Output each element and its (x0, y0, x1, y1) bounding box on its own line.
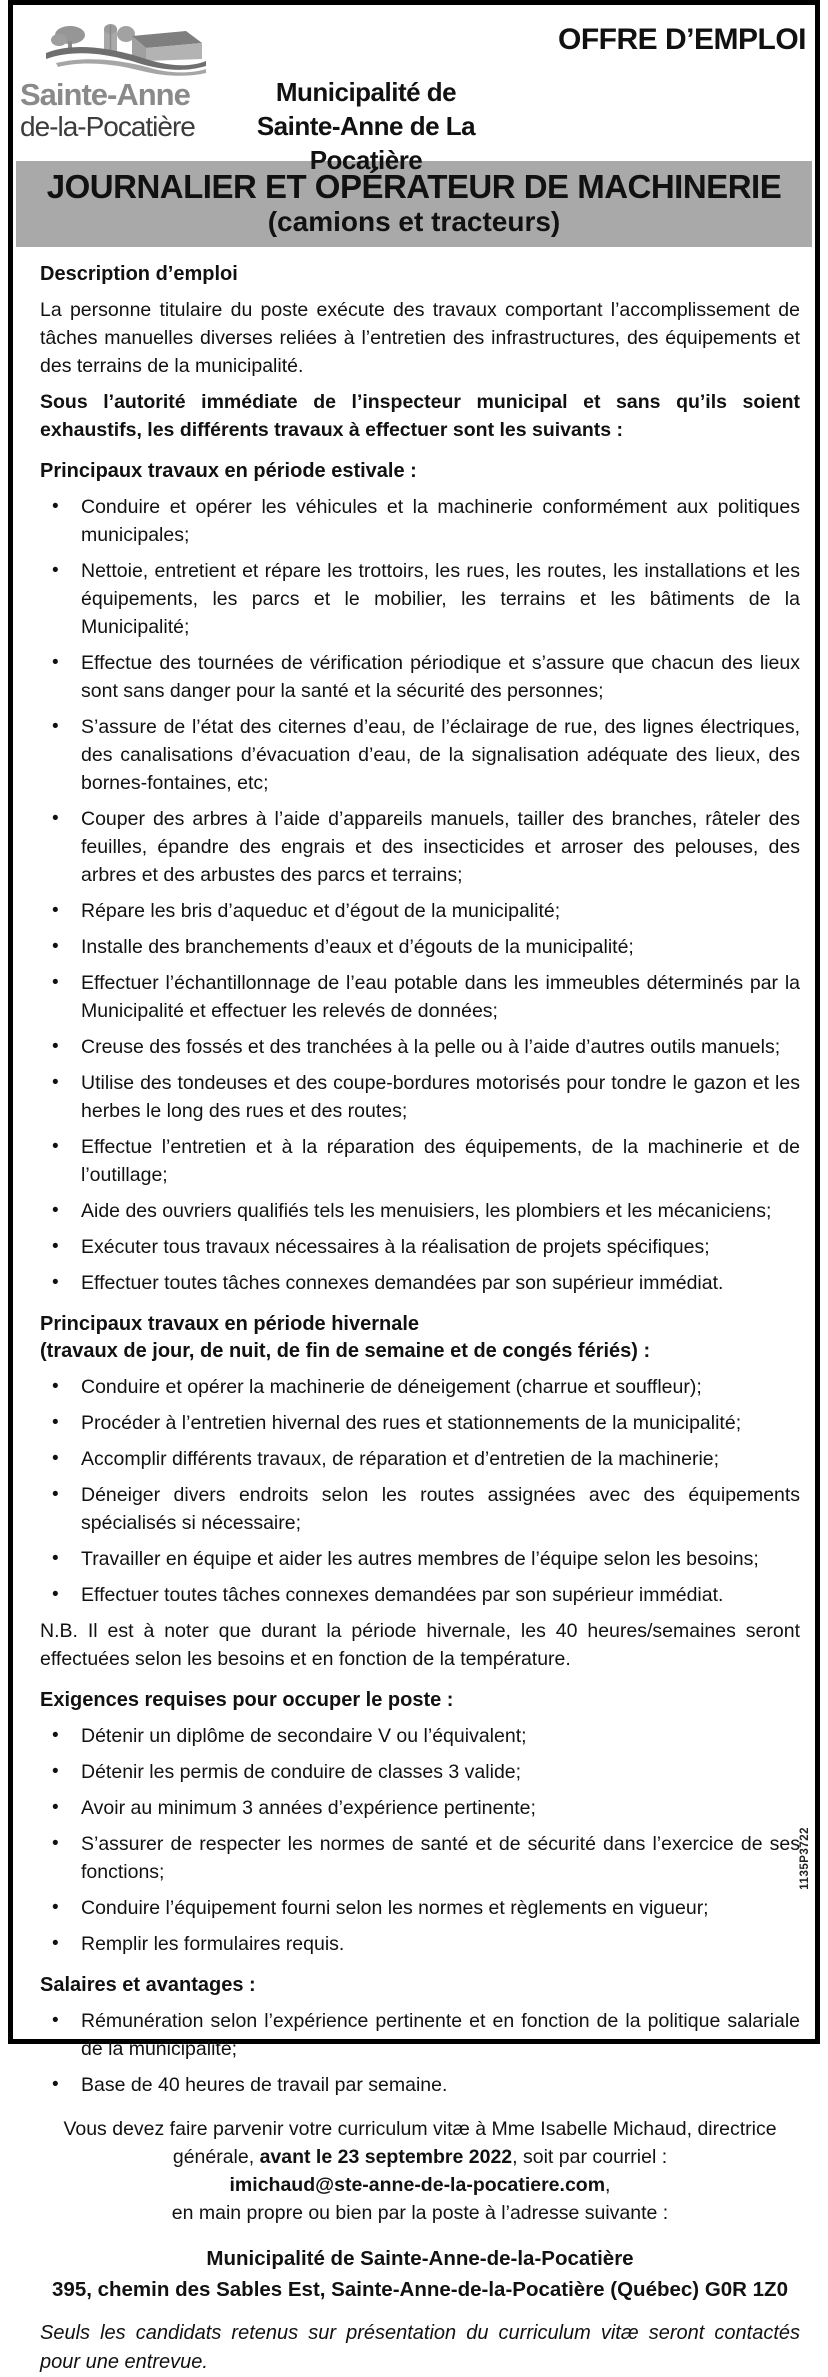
list-item: • Procéder à l’entretien hivernal des rues et stationnements de la municipalité; (40, 1409, 800, 1437)
list-item: • Avoir au minimum 3 années d’expérience pertinente; (40, 1794, 800, 1822)
org-title-line2: Sainte-Anne de La Pocatière (256, 111, 476, 175)
job-title: JOURNALIER ET OPÉRATEUR DE MACHINERIE (46, 168, 782, 205)
list-item: • Effectue des tournées de vérification périodique et s’assure que chacun des lieux sont sans danger pour la santé et la sécurité des personnes; (40, 649, 800, 705)
address-line2: 395, chemin des Sables Est, Sainte-Anne-de-la-Pocatière (Québec) G0R 1Z0 (52, 2278, 788, 2301)
salary-heading: Salaires et avantages : (40, 1974, 256, 1996)
list-item: • Effectuer toutes tâches connexes demandées par son supérieur immédiat. (40, 1269, 800, 1297)
list-item: • S’assurer de respecter les normes de santé et de sécurité dans l’exercice de ses fonctions; (40, 1830, 800, 1886)
closing-text: , (605, 2174, 611, 2196)
winter-tasks-heading (40, 1311, 800, 1365)
winter-tasks-heading-line1: Principaux travaux en période hivernale (40, 1313, 420, 1335)
list-item: • Rémunération selon l’expérience pertinente et en fonction de la politique salariale de la municipalité; (40, 2007, 800, 2063)
mailing-address (40, 2243, 800, 2305)
email-text: imichaud@ste-anne-de-la-pocatiere.com (229, 2174, 606, 2196)
salary-list (40, 2007, 800, 2099)
list-item: • Utilise des tondeuses et des coupe-bordures motorisés pour tondre le gazon et les herbes le long des rues et des routes; (40, 1069, 800, 1125)
list-item: • Couper des arbres à l’aide d’appareils manuels, tailler des branches, râteler des feuilles, épandre des engrais et des insecticides et arroser des pelouses, des arbres et des arbustes des parcs et terrains; (40, 805, 800, 889)
winter-tasks-heading-line2: (travaux de jour, de nuit, de fin de semaine et de congés fériés) : (40, 1340, 651, 1362)
list-item: • Effectuer l’échantillonnage de l’eau potable dans les immeubles déterminés par la Municipalité et effectuer les relevés de données; (40, 969, 800, 1025)
list-item: • Installe des branchements d’eaux et d’égouts de la municipalité; (40, 933, 800, 961)
closing-text: en main propre ou bien par la poste à l’adresse suivante : (171, 2202, 669, 2224)
municipality-logo (20, 19, 220, 141)
application-instructions (40, 2115, 800, 2227)
job-subtitle: (camions et tracteurs) (267, 206, 561, 237)
requirements-list (40, 1722, 800, 1958)
ad-border-frame (8, 0, 820, 2373)
list-item: • Accomplir différents travaux, de réparation et d’entretien de la machinerie; (40, 1445, 800, 1473)
summer-tasks-heading: Principaux travaux en période estivale : (40, 460, 417, 482)
logo-text-line2: de-la-Pocatière (20, 111, 195, 142)
org-title (206, 75, 526, 177)
org-title-line1: Municipalité de (275, 77, 457, 107)
list-item: • Creuse des fossés et des tranchées à la pelle ou à l’aide d’autres outils manuels; (40, 1033, 800, 1061)
list-item: • Nettoie, entretient et répare les trottoirs, les rues, les routes, les installations et les équipements, les parcs et le mobilier, les terrains et les bâtiments de la Municipalité; (40, 557, 800, 641)
closing-text: , soit par courriel : (512, 2146, 668, 2168)
list-item: • S’assure de l’état des citernes d’eau, de l’éclairage de rue, des lignes électriques, des canalisations d’évacuation d’eau, de la signalisation adéquate des lieux, des bornes-fontaines, etc; (40, 713, 800, 797)
list-item: • Base de 40 heures de travail par semaine. (40, 2071, 800, 2099)
logo-text-line1: Sainte-Anne (20, 77, 190, 112)
farm-scene-icon (46, 19, 206, 77)
list-item: • Conduire l’équipement fourni selon les normes et règlements en vigueur; (40, 1894, 800, 1922)
winter-tasks-list (40, 1373, 800, 1609)
offer-demploi-label: OFFRE D’EMPLOI (558, 23, 806, 56)
ad-body (40, 261, 800, 2377)
list-item: • Détenir les permis de conduire de classes 3 valide; (40, 1758, 800, 1786)
list-item: • Remplir les formulaires requis. (40, 1930, 800, 1958)
list-item: • Conduire et opérer la machinerie de déneigement (charrue et souffleur); (40, 1373, 800, 1401)
list-item: • Exécuter tous travaux nécessaires à la réalisation de projets spécifiques; (40, 1233, 800, 1261)
authority-paragraph: Sous l’autorité immédiate de l’inspecteur municipal et sans qu’ils soient exhaustifs, les différents travaux à effectuer sont les suivants : (40, 391, 800, 441)
description-heading: Description d’emploi (40, 263, 238, 285)
ad-reference-code: 1135P3722 (799, 1827, 811, 1890)
list-item: • Effectue l’entretien et à la réparation des équipements, de la machinerie et de l’outillage; (40, 1133, 800, 1189)
list-item: • Détenir un diplôme de secondaire V ou l’équivalent; (40, 1722, 800, 1750)
list-item: • Répare les bris d’aqueduc et d’égout de la municipalité; (40, 897, 800, 925)
list-item: • Effectuer toutes tâches connexes demandées par son supérieur immédiat. (40, 1581, 800, 1609)
list-item: • Travailler en équipe et aider les autres membres de l’équipe selon les besoins; (40, 1545, 800, 1573)
summer-tasks-list (40, 493, 800, 1297)
footer-note: Seuls les candidats retenus sur présentation du curriculum vitæ seront contactés pour une entrevue. (40, 2322, 800, 2373)
list-item: • Aide des ouvriers qualifiés tels les menuisiers, les plombiers et les mécaniciens; (40, 1197, 800, 1225)
closing-text: Vous devez faire parvenir votre curriculum vitæ à Mme Isabelle Michaud, directrice générale, (63, 2118, 777, 2168)
requirements-heading: Exigences requises pour occuper le poste : (40, 1689, 454, 1711)
ad-header (16, 15, 812, 175)
deadline-text: avant le 23 septembre 2022 (259, 2146, 513, 2168)
description-paragraph: La personne titulaire du poste exécute des travaux comportant l’accomplissement de tâches manuelles diverses reliées à l’entretien des infrastructures, des équipements et des terrains de la municipalité. (40, 299, 800, 377)
address-line1: Municipalité de Sainte-Anne-de-la-Pocatière (206, 2247, 634, 2270)
list-item: • Conduire et opérer les véhicules et la machinerie conformément aux politiques municipales; (40, 493, 800, 549)
list-item: • Déneiger divers endroits selon les routes assignées avec des équipements spécialisés si nécessaire; (40, 1481, 800, 1537)
nb-note-paragraph: N.B. Il est à noter que durant la période hivernale, les 40 heures/semaines seront effectuées selon les besoins et en fonction de la température. (40, 1620, 800, 1670)
